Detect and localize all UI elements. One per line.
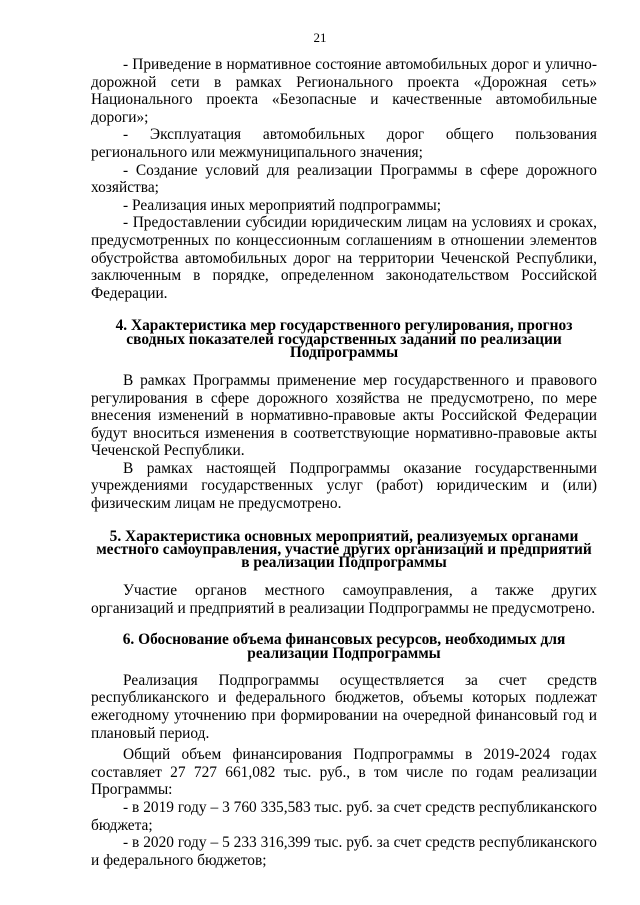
list-item: - Эксплуатация автомобильных дорог общего пользования регионального или межмуниципального значения;	[91, 126, 597, 161]
list-item: - Предоставлении субсидии юридическим лицам на условиях и сроках, предусмотренных по концессионным соглашениям в отношении элементов обустройства автомобильных дорог на территории Чеченской Республики, заключенным в порядке, определенном законодательством Российской Федерации.	[91, 214, 597, 302]
list-item: - Создание условий для реализации Программы в сфере дорожного хозяйства;	[91, 161, 597, 197]
paragraph: Общий объем финансирования Подпрограммы в 2019-2024 годах составляет 27 727 661,082 тыс. руб., в том числе по годам реализации Программы:	[91, 746, 597, 799]
paragraph: Реализация Подпрограммы осуществляется за счет средств республиканского и федерального бюджетов, объемы которых подлежат ежегодному уточнению при формировании на очередной финансовый год и плановый период.	[91, 671, 597, 742]
list-item: - в 2020 году – 5 233 316,399 тыс. руб. за счет средств республиканского и федерального бюджетов;	[91, 834, 597, 869]
section-6-heading: 6. Обоснование объема финансовых ресурсов, необходимых для реализации Подпрограммы	[122, 631, 566, 662]
section-5-heading: 5. Характеристика основных мероприятий, реализуемых органами местного самоуправления, участие других организаций и предприятий в реализации Подпрограммы	[96, 527, 592, 572]
paragraph: В рамках Программы применение мер государственного и правового регулирования в сфере дорожного хозяйства не предусмотрено, по мере внесения изменений в нормативно-правовые акты Российской Федерации будут вноситься изменения в соответствующие нормативно-правовые акты Чеченской Республики.	[91, 371, 597, 460]
section-4-heading: 4. Характеристика мер государственного регулирования, прогноз сводных показателей государственных заданий по реализации Подпрограммы	[115, 317, 573, 361]
list-item: - Реализация иных мероприятий подпрограммы;	[123, 196, 442, 214]
list-item: - в 2019 году – 3 760 335,583 тыс. руб. за счет средств республиканского бюджета;	[91, 799, 597, 834]
paragraph: В рамках настоящей Подпрограммы оказание государственными учреждениями государственных услуг (работ) юридическим и (или) физическим лицам не предусмотрено.	[91, 459, 597, 513]
page-number: 21	[313, 30, 327, 45]
paragraph: Участие органов местного самоуправления, а также других организаций и предприятий в реализации Подпрограммы не предусмотрено.	[91, 582, 597, 617]
document-body	[91, 56, 597, 869]
list-item: - Приведение в нормативное состояние автомобильных дорог и улично-дорожной сети в рамках Регионального проекта «Дорожная сеть» Национального проекта «Безопасные и качественные автомобильные дороги»;	[91, 56, 597, 126]
